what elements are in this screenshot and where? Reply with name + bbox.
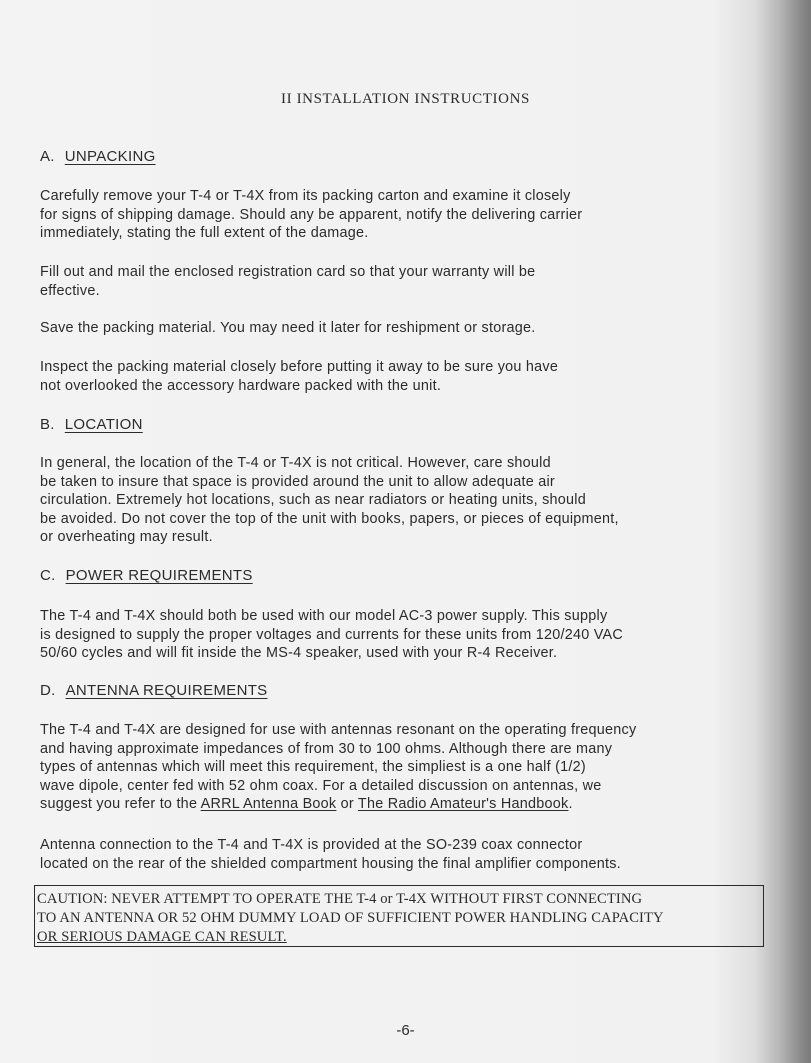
text-line: 50/60 cycles and will fit inside the MS-4 speaker, used with your R-4 Receiver.: [40, 645, 558, 661]
caution-line-1: CAUTION: NEVER ATTEMPT TO OPERATE THE T-4 or T-4X WITHOUT FIRST CONNECTING: [37, 891, 643, 907]
text-line: and having approximate impedances of from 30 to 100 ohms. Although there are many: [40, 740, 613, 757]
text-line: not overlooked the accessory hardware packed with the unit.: [40, 377, 442, 394]
text-line: immediately, stating the full extent of the damage.: [40, 225, 369, 241]
section-a-paragraph-1: [40, 187, 780, 243]
caution-line-3: OR SERIOUS DAMAGE CAN RESULT.: [37, 929, 287, 945]
section-b-heading: [40, 416, 143, 433]
section-c-letter: C.: [40, 567, 56, 584]
text-line: wave dipole, center fed with 52 ohm coax. For a detailed discussion on antennas, we: [40, 777, 602, 794]
section-d-heading: [40, 682, 267, 699]
text-line: be taken to insure that space is provided around the unit to allow adequate air: [40, 473, 555, 490]
caution-box: [34, 885, 764, 947]
section-d-title: ANTENNA REQUIREMENTS: [65, 682, 268, 699]
text-fragment: or: [336, 796, 358, 812]
section-c-title: POWER REQUIREMENTS: [65, 567, 253, 584]
page-number: -6-: [396, 1022, 415, 1039]
section-c-heading: [40, 567, 253, 584]
text-line: The T-4 and T-4X are designed for use with antennas resonant on the operating frequency: [40, 722, 637, 738]
text-line: Antenna connection to the T-4 and T-4X is provided at the SO-239 coax connector: [40, 837, 583, 853]
text-fragment: .: [568, 796, 573, 812]
section-b-paragraph-1: [40, 454, 780, 547]
text-line: be avoided. Do not cover the top of the unit with books, papers, or pieces of equipment,: [40, 510, 619, 527]
text-line: circulation. Extremely hot locations, such as near radiators or heating units, should: [40, 492, 586, 508]
text-line: Save the packing material. You may need it later for reshipment or storage.: [40, 320, 536, 336]
text-line: or overheating may result.: [40, 529, 213, 545]
section-b-letter: B.: [40, 416, 55, 433]
text-line: Carefully remove your T-4 or T-4X from its packing carton and examine it closely: [40, 188, 571, 204]
section-a-paragraph-3: [40, 319, 780, 338]
reference-radio-amateurs-handbook: The Radio Amateur's Handbook: [357, 796, 569, 812]
section-d-paragraph-1: [40, 721, 780, 814]
section-b-title: LOCATION: [64, 416, 143, 433]
text-fragment: suggest you refer to the: [40, 796, 201, 812]
text-line: Inspect the packing material closely before putting it away to be sure you have: [40, 359, 559, 375]
text-line: In general, the location of the T-4 or T-4X is not critical. However, care should: [40, 455, 551, 471]
text-line: for signs of shipping damage. Should any be apparent, notify the delivering carrier: [40, 206, 583, 223]
section-a-heading: [40, 148, 156, 165]
section-a-paragraph-4: [40, 358, 780, 395]
section-a-letter: A.: [40, 148, 55, 165]
text-line: effective.: [40, 282, 100, 299]
section-c-paragraph-1: [40, 607, 780, 663]
text-line: types of antennas which will meet this requirement, the simpliest is a one half (1/2): [40, 759, 586, 775]
text-line: located on the rear of the shielded compartment housing the final amplifier components.: [40, 855, 621, 872]
section-d-letter: D.: [40, 682, 56, 699]
text-line: [40, 795, 780, 814]
section-a-paragraph-2: [40, 263, 780, 300]
text-line: Fill out and mail the enclosed registration card so that your warranty will be: [40, 264, 536, 280]
text-line: is designed to supply the proper voltages and currents for these units from 120/240 VAC: [40, 626, 624, 643]
page-title: II INSTALLATION INSTRUCTIONS: [281, 91, 530, 107]
reference-arrl-antenna-book: ARRL Antenna Book: [200, 796, 337, 812]
text-line: The T-4 and T-4X should both be used with our model AC-3 power supply. This supply: [40, 608, 608, 624]
section-a-title: UNPACKING: [64, 148, 156, 165]
section-d-paragraph-2: [40, 836, 780, 873]
caution-line-2: TO AN ANTENNA OR 52 OHM DUMMY LOAD OF SUFFICIENT POWER HANDLING CAPACITY: [37, 910, 664, 926]
